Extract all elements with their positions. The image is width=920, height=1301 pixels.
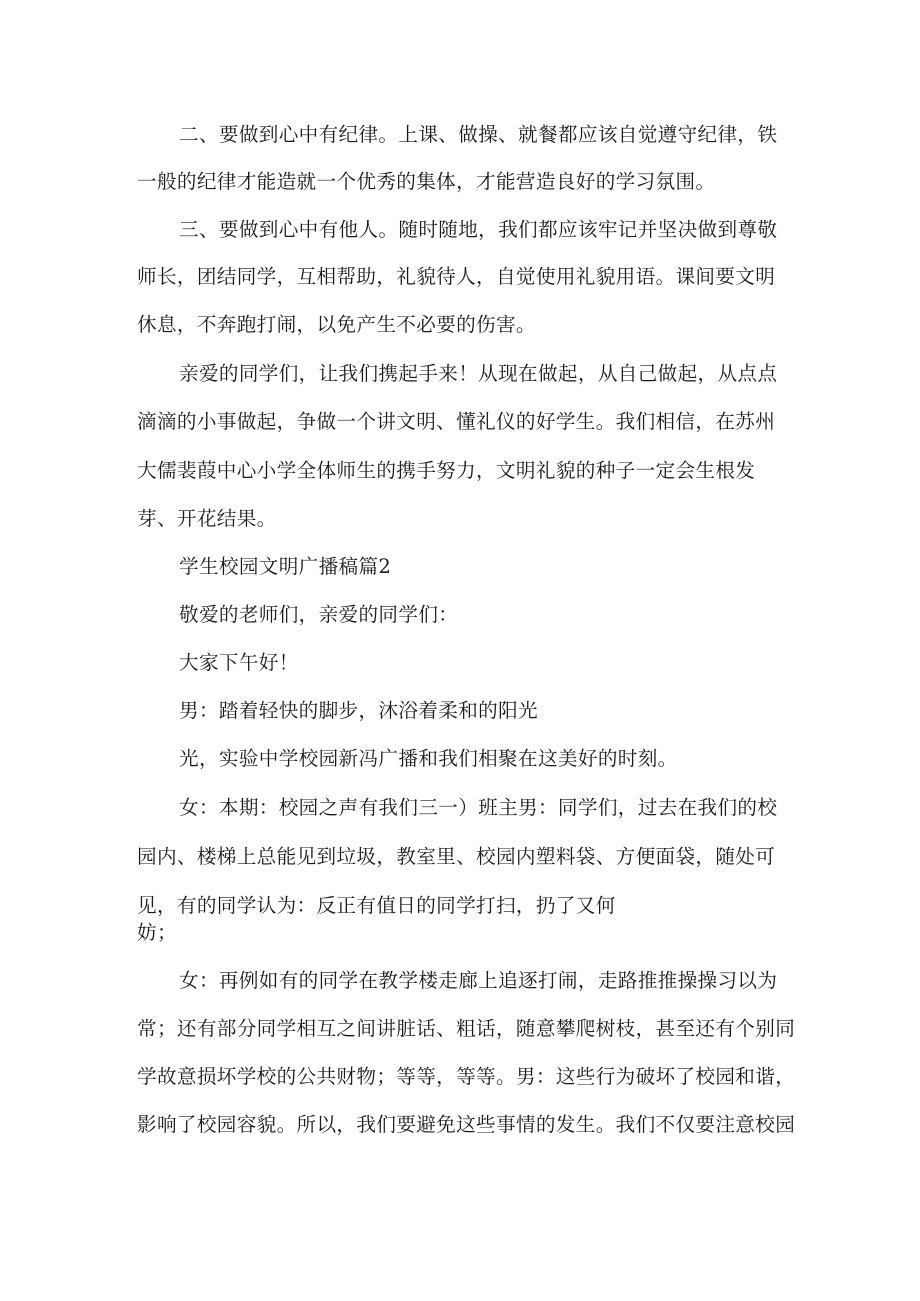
- text-line: 休息，不奔跑打闹，以免产生不必要的伤害。: [137, 313, 536, 336]
- text-line: 师长，团结同学，互相帮助，礼貌待人，自觉使用礼貌用语。课间要文明: [137, 265, 776, 288]
- text-line: 女：再例如有的同学在教学楼走廊上追逐打闹，走路推推操操习以为: [179, 969, 778, 992]
- text-line: 见，有的同学认为：反正有值日的同学打扫，扔了又何: [137, 894, 616, 917]
- text-line: 影响了校园容貌。所以，我们要避免这些事情的发生。我们不仅要注意校园: [137, 1113, 796, 1136]
- text-line: 园内、楼梯上总能见到垃圾，教室里、校园内塑料袋、方便面袋，随处可: [137, 845, 776, 868]
- text-line: 滴滴的小事做起，争做一个讲文明、懂礼仪的好学生。我们相信，在苏州: [137, 410, 776, 433]
- text-line: 学故意损坏学校的公共财物；等等，等等。男：这些行为破坏了校园和谐，: [137, 1065, 796, 1088]
- section-heading: 学生校园文明广播稿篇2: [179, 555, 392, 578]
- text-line: 敬爱的老师们，亲爱的同学们：: [179, 603, 459, 626]
- text-line: 二、要做到心中有纪律。上课、做操、就餐都应该自觉遵守纪律，铁: [179, 123, 778, 146]
- text-line: 光，实验中学校园新冯广播和我们相聚在这美好的时刻。: [179, 747, 678, 770]
- text-line: 三、要做到心中有他人。随时随地，我们都应该牢记并坚决做到尊敬: [179, 218, 778, 241]
- text-line: 大家下午好！: [179, 651, 299, 674]
- text-line: 一般的纪律才能造就一个优秀的集体，才能营造良好的学习氛围。: [137, 170, 716, 193]
- text-line: 妨；: [137, 921, 177, 944]
- text-line: 男：踏着轻快的脚步，沐浴着柔和的阳光: [179, 699, 538, 722]
- text-line: 大儒裴葭中心小学全体师生的携手努力，文明礼貌的种子一定会生根发: [137, 459, 756, 482]
- text-line: 亲爱的同学们，让我们携起手来！从现在做起，从自己做起，从点点: [179, 362, 778, 385]
- text-line: 芽、开花结果。: [137, 507, 277, 530]
- text-line: 女：本期：校园之声有我们三一）班主男：同学们，过去在我们的校: [179, 796, 778, 819]
- text-line: 常；还有部分同学相互之间讲脏话、粗话，随意攀爬树枝，甚至还有个别同: [137, 1017, 796, 1040]
